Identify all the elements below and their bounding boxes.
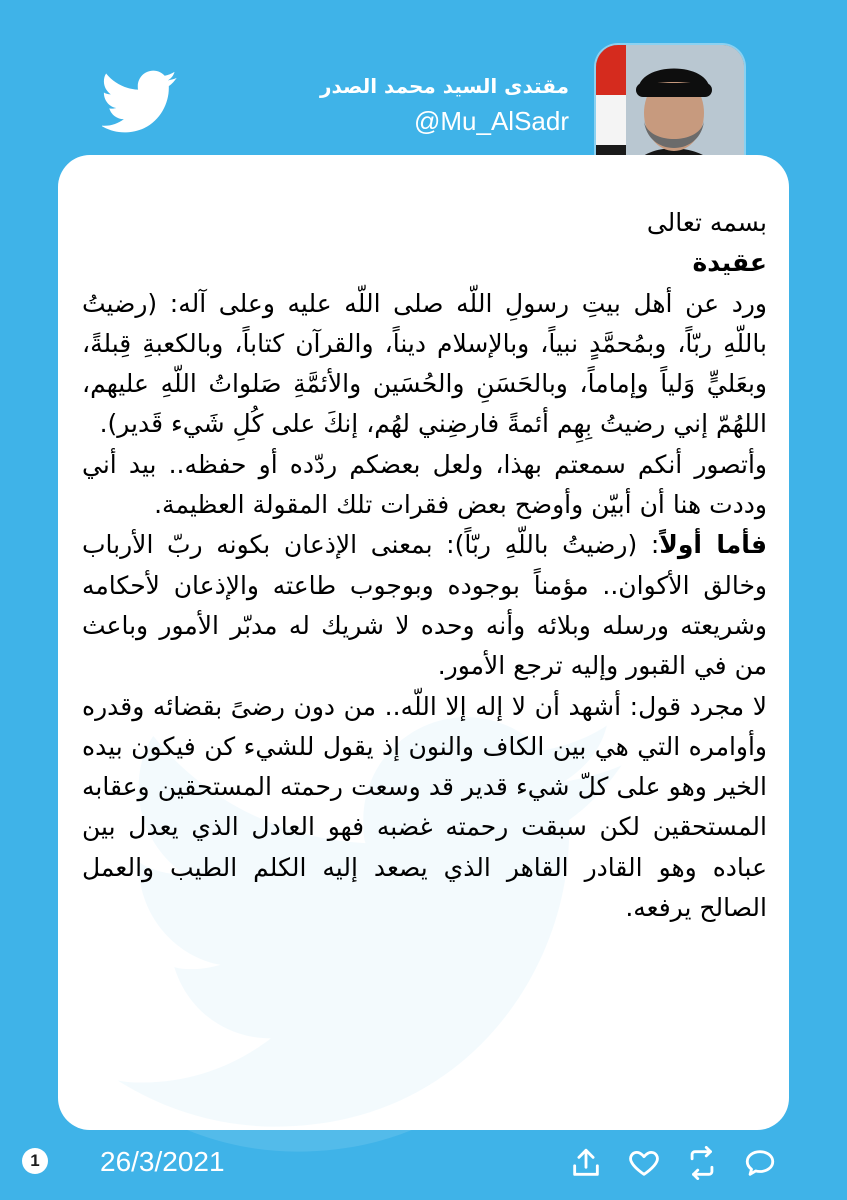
author-handle[interactable]: @Mu_AlSadr bbox=[413, 106, 569, 136]
tweet-actions bbox=[569, 1146, 777, 1180]
tweet-text-run: وأتصور أنكم سمعتم بهذا، ولعل بعضكم ردّده أو حفظه.. بيد أني وددت هنا أن أبيّن وأوضح بعض فقرات تلك المقولة العظيمة. bbox=[82, 449, 767, 520]
tweet-bold-text: فأما أولاً bbox=[659, 530, 767, 560]
tweet-paragraph bbox=[82, 445, 767, 526]
tweet-paragraph bbox=[82, 284, 767, 445]
tweet-card bbox=[58, 155, 789, 1130]
tweet-bold-text: عقيدة bbox=[692, 248, 767, 278]
tweet-text bbox=[82, 203, 767, 928]
share-icon[interactable] bbox=[569, 1146, 603, 1180]
retweet-icon[interactable] bbox=[685, 1146, 719, 1180]
tweet-text-run: ورد عن أهل بيتِ رسولِ اللّه صلى اللّه عليه وعلى آله: (رضيتُ باللّهِ ربّاً، وبمُحمَّدٍ نبياً، وبالإسلام ديناً، والقرآن كتاباً، وبالكعبةِ قِبلةً، وبعَليٍّ وَلياً وإماماً، وبالحَسَنِ والحُسَين والأئمَّةِ صَلواتُ اللّهِ عليهم، اللهُمّ إني رضيتُ بِهِم أئمةً فارضِني لهُم، إنكَ على كُلِ شَيء قَدير). bbox=[82, 288, 767, 439]
page-count-badge: 1 bbox=[22, 1148, 48, 1174]
like-icon[interactable] bbox=[627, 1146, 661, 1180]
tweet-text-run: لا مجرد قول: أشهد أن لا إله إلا اللّه.. من دون رضىً بقضائه وقدره وأوامره التي هي بين الكاف والنون إذ يقول للشيء كن فيكون بيده الخير وهو على كلّ شيء قدير قد وسعت رحمته المستحقين وعقابه المستحقين لكن سبقت رحمته غضبه فهو العادل الذي يعدل بين عباده وهو القادر القاهر الذي يصعد إليه الكلم الطيب والعمل الصالح يرفعه. bbox=[82, 691, 767, 923]
tweet-paragraph bbox=[82, 687, 767, 929]
tweet-date: 26/3/2021 bbox=[100, 1146, 225, 1177]
twitter-logo-icon bbox=[102, 70, 178, 134]
reply-icon[interactable] bbox=[743, 1146, 777, 1180]
author-info bbox=[320, 72, 569, 138]
tweet-paragraph bbox=[82, 525, 767, 686]
author-name[interactable]: مقتدى السيد محمد الصدر bbox=[319, 74, 569, 98]
tweet-text-run: بسمه تعالى bbox=[646, 208, 767, 237]
tweet-paragraph bbox=[82, 203, 767, 243]
tweet-paragraph bbox=[82, 243, 767, 283]
tweet-text-run: : (رضيتُ باللّهِ ربّاً): بمعنى الإذعان بكونه ربّ الأرباب وخالق الأكوان.. مؤمناً بوجوده وبوجوب طاعته والإذعان لأحكامه وشريعته ورسله وبلائه وأنه وحده لا شريك له مدبّر الأمور وباعث من في القبور وإليه ترجع الأمور. bbox=[82, 530, 767, 681]
